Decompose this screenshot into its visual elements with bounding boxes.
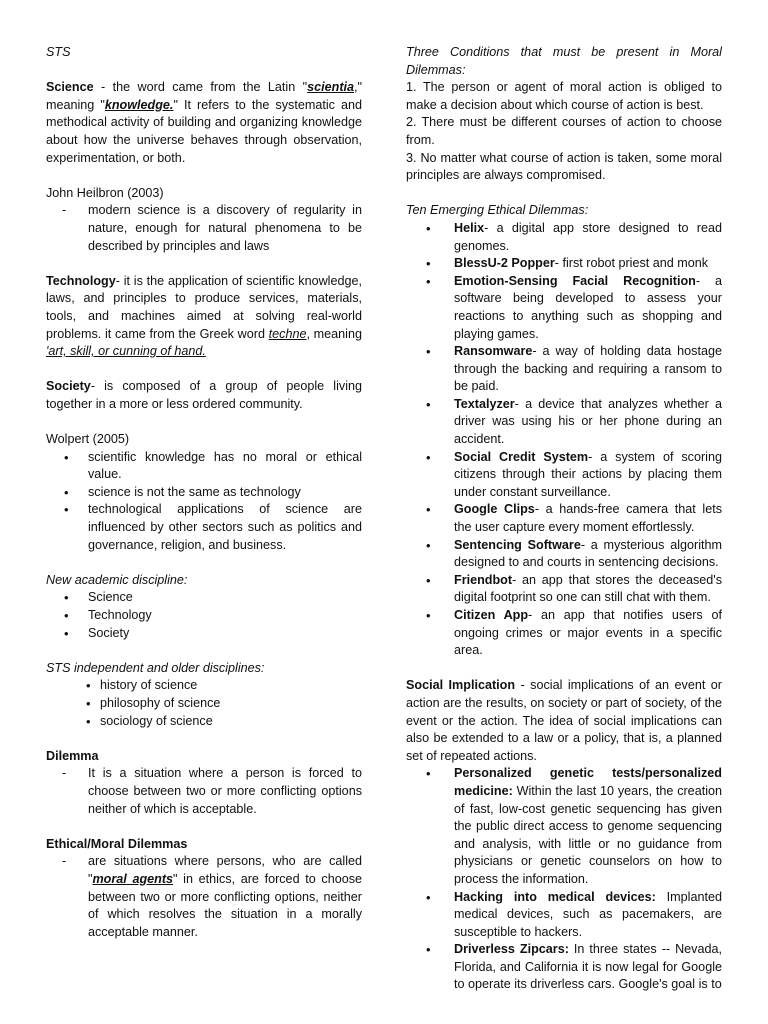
science-text-1: - the word came from the Latin " [93, 80, 308, 95]
item-text: - a digital app store designed to read genomes. [454, 220, 722, 253]
item-term: Textalyzer [454, 396, 515, 411]
heilbron-heading: John Heilbron (2003) [46, 185, 164, 200]
academic-list [46, 589, 362, 642]
list-item [406, 220, 722, 255]
condition-item: 3. No matter what course of action is taken, some moral principles are always compromised. [406, 150, 722, 183]
list-item [406, 765, 722, 888]
older-heading: STS independent and older disciplines: [46, 660, 265, 675]
list-item: • science is not the same as technology [46, 484, 362, 502]
list-item: • Science [46, 589, 362, 607]
item-term: Friendbot [454, 572, 513, 587]
item-term: Personalized genetic tests/personalized medicine: [454, 766, 722, 798]
item-text: Within the last 10 years, the creation of fast, low-cost genetic sequencing has given the public direct access to genome sequencing and analysis, with little or no guidance from physicians or genetic counselors on how to process the information. [454, 783, 722, 886]
implication-list [406, 765, 722, 994]
right-column [406, 44, 722, 994]
list-item [406, 396, 722, 449]
techne-meaning: 'art, skill, or cunning of hand. [46, 344, 206, 359]
item-text: In three states -- Nevada, Florida, and California it is now legal for Google to operate its driverless cars. Google's goal is to [454, 942, 722, 992]
item-text: - a software being developed to assess your reactions to anything such as shopping and playing games. [454, 273, 722, 341]
list-item: • Technology [46, 607, 362, 625]
science-term: Science [46, 80, 94, 95]
list-item [406, 889, 722, 942]
item-text: - a hands-free camera that lets the user capture every moment effortlessly. [454, 502, 723, 535]
science-definition [46, 79, 362, 167]
list-item: • technological applications of science are influenced by other sectors such as politics and governance, religion, and business. [46, 501, 362, 554]
ethical-list [46, 853, 362, 941]
item-term: Ransomware [454, 344, 533, 359]
item-text: - an app that stores the deceased's digital footprint so one can still chat with them. [454, 572, 722, 605]
dilemmas-heading: Ten Emerging Ethical Dilemmas: [406, 203, 589, 218]
item-term: Emotion-Sensing Facial Recognition [454, 273, 696, 288]
item-text: - an app that notifies users of ongoing crimes or major events in a specific area. [454, 608, 722, 658]
dilemma-list [46, 765, 362, 818]
wolpert-list [46, 449, 362, 555]
item-term: Sentencing Software [454, 537, 581, 552]
item-term: Helix [454, 220, 485, 235]
technology-text-1: - it is the application of scientific knowledge, laws, and principles to produce services, materials, tools, and machines aimed at solving real-world problems. it came from the Greek word [46, 273, 362, 341]
list-item: - modern science is a discovery of regularity in nature, enough for natural phenomena to be described by principles and laws [46, 202, 362, 255]
dilemma-heading: Dilemma [46, 748, 99, 763]
moral-agents-term: moral agents [92, 871, 174, 886]
item-term: Social Credit System [454, 449, 589, 464]
social-implication-term: Social Implication [406, 678, 516, 693]
knowledge-word: knowledge. [104, 97, 174, 112]
social-implication-definition [406, 677, 722, 765]
item-term: Driverless Zipcars: [454, 942, 569, 957]
item-term: Hacking into medical devices: [454, 889, 656, 904]
item-text: - a way of holding data hostage through the backing and requiring a ransom to be paid. [454, 344, 722, 394]
condition-item: 2. There must be different courses of action to choose from. [406, 115, 722, 147]
list-item [46, 853, 362, 941]
list-item [406, 501, 722, 536]
item-text: - a device that analyzes whether a driver was using his or her phone during an accident. [454, 396, 722, 447]
technology-text-2: , meaning [306, 326, 362, 341]
society-term: Society [46, 379, 91, 394]
list-item [406, 273, 722, 343]
list-item [406, 255, 722, 273]
techne-word: techne [268, 326, 307, 341]
item-text: Implanted medical devices, such as pacemakers, are susceptible to hackers. [454, 889, 722, 939]
society-text: - is composed of a group of people living together in a more or less ordered community. [46, 379, 362, 411]
list-item: • philosophy of science [46, 695, 362, 713]
ethical-text-2: " in ethics, are forced to choose between two or more conflicting options, neither of which resolves the situation in a morally acceptable manner. [88, 871, 363, 939]
left-column [46, 44, 362, 941]
science-text-3: " It refers to the systematic and methodical activity of building and organizing knowledge about how the universe behaves through observation, experimentation, or both. [46, 97, 362, 165]
doc-title: STS [46, 45, 71, 59]
item-term: Citizen App [454, 608, 529, 622]
wolpert-heading: Wolpert (2005) [46, 432, 130, 447]
academic-heading: New academic discipline: [46, 572, 188, 587]
society-definition [46, 378, 362, 413]
heilbron-list [46, 202, 362, 255]
list-item: • sociology of science [46, 713, 362, 731]
item-text: - a system of scoring citizens through their actions by placing them under constant surveillance. [454, 449, 722, 499]
ethical-heading: Ethical/Moral Dilemmas [46, 836, 188, 851]
dilemmas-list [406, 220, 722, 660]
older-list [46, 677, 362, 730]
ethical-text-1: are situations where persons, who are called " [88, 854, 362, 886]
item-text: - a mysterious algorithm designed to and courts in sentencing decisions. [454, 537, 722, 570]
social-implication-text: - social implications of an event or action are the results, on society or part of society, of the event or the action. The idea of social implications can also be extended to a law or a policy, that is, a planned set of repeated actions. [406, 678, 722, 763]
scientia-word: scientia [307, 80, 355, 95]
science-text-2: ," meaning " [46, 80, 362, 112]
list-item [406, 607, 722, 660]
list-item: - It is a situation where a person is forced to choose between two or more conflicting options neither of which is acceptable. [46, 765, 362, 818]
list-item [406, 572, 722, 607]
conditions-heading: Three Conditions that must be present in Moral Dilemmas: [406, 45, 722, 77]
list-item: • scientific knowledge has no moral or ethical value. [46, 449, 362, 484]
list-item [406, 941, 722, 994]
item-term: Google Clips [454, 502, 535, 517]
technology-term: Technology [46, 273, 116, 288]
list-item: • history of science [46, 677, 362, 695]
list-item [406, 537, 722, 572]
item-term: BlessU-2 Popper [454, 256, 555, 271]
condition-item: 1. The person or agent of moral action is obliged to make a decision about which course of action is best. [406, 80, 722, 112]
technology-definition [46, 273, 362, 361]
list-item: • Society [46, 625, 362, 643]
list-item [406, 449, 722, 502]
item-text: - first robot priest and monk [554, 256, 709, 271]
list-item [406, 343, 722, 396]
